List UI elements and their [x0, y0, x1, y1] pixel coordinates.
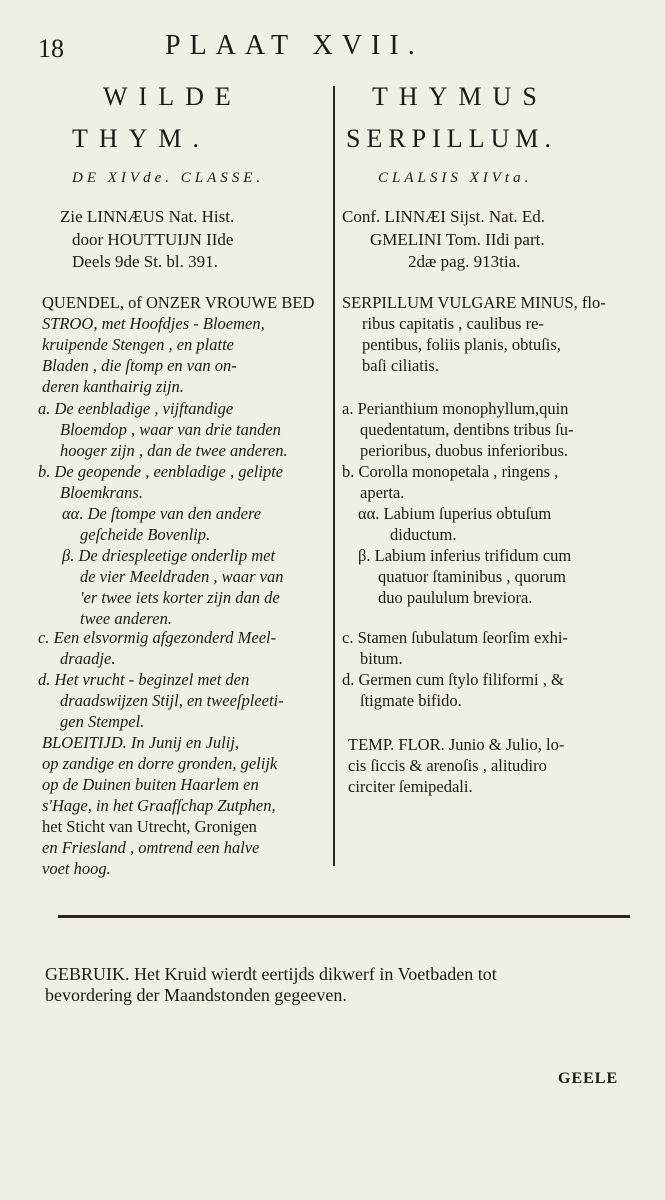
left-line: gen Stempel.	[60, 712, 145, 731]
right-line: ſtigmate bifido.	[360, 691, 462, 710]
left-ref-line3: Deels 9de St. bl. 391.	[72, 252, 218, 271]
left-line: de vier Meeldraden , waar van	[80, 567, 284, 586]
usage-line: bevordering der Maandstonden gegeeven.	[45, 985, 347, 1005]
catchword: GEELE	[558, 1070, 619, 1087]
right-title-line1: THYMUS	[372, 82, 548, 111]
left-line: Bloemdop , waar van drie tanden	[60, 420, 281, 439]
left-line: QUENDEL, of ONZER VROUWE BED	[42, 293, 315, 312]
section-rule	[58, 915, 630, 918]
usage-line: GEBRUIK. Het Kruid wierdt eertijds dikwerf in Voetbaden tot	[45, 964, 497, 984]
plate-title: PLAAT XVII.	[165, 30, 424, 61]
page-number: 18	[38, 34, 64, 63]
right-line: ribus capitatis , caulibus re-	[362, 314, 544, 333]
left-line: αα. De ſtompe van den andere	[62, 504, 262, 523]
right-line: SERPILLUM VULGARE MINUS, flo-	[342, 293, 606, 312]
left-line: deren kanthairig zijn.	[42, 377, 184, 396]
left-line: 'er twee iets korter zijn dan de	[80, 588, 280, 607]
left-ref-line2: door HOUTTUIJN IIde	[72, 230, 234, 249]
right-line: circiter ſemipedali.	[348, 777, 473, 796]
left-line: en Friesland , omtrend een halve	[42, 838, 260, 857]
right-ref-line1: Conf. LINNÆI Sijst. Nat. Ed.	[342, 207, 546, 226]
left-line: kruipende Stengen , en platte	[42, 335, 234, 354]
column-divider	[333, 86, 335, 866]
left-line: b. De geopende , eenbladige , gelipte	[38, 462, 284, 481]
left-line: draadswijzen Stijl, en tweeſpleeti-	[60, 691, 284, 710]
right-line: duo paululum breviora.	[378, 588, 533, 607]
left-line: twee anderen.	[80, 609, 172, 628]
right-line: αα. Labium ſuperius obtuſum	[358, 504, 552, 523]
right-line: bitum.	[360, 649, 403, 668]
right-line: aperta.	[360, 483, 405, 502]
left-line: geſcheide Bovenlip.	[80, 525, 211, 544]
left-title-line1: WILDE	[103, 82, 242, 111]
right-ref-line3: 2dæ pag. 913tia.	[408, 252, 521, 271]
left-line: draadje.	[60, 649, 116, 668]
left-line: STROO, met Hoofdjes - Bloemen,	[42, 314, 265, 333]
right-line: baſi ciliatis.	[362, 356, 439, 375]
right-line: perioribus, duobus inferioribus.	[360, 441, 569, 460]
right-line: b. Corolla monopetala , ringens ,	[342, 462, 559, 481]
right-line: TEMP. FLOR. Junio & Julio, lo-	[348, 735, 565, 754]
left-line: op zandige en dorre gronden, gelijk	[42, 754, 278, 773]
right-line: quedentatum, dentibns tribus ſu-	[360, 420, 574, 439]
right-line: d. Germen cum ſtylo filiformi , &	[342, 670, 564, 689]
left-line: a. De eenbladige , vijftandige	[38, 399, 234, 418]
right-class: CLALSIS XIVta.	[378, 170, 533, 186]
right-line: a. Perianthium monophyllum,quin	[342, 399, 569, 418]
left-line: c. Een elsvormig afgezonderd Meel-	[38, 628, 277, 647]
left-line: op de Duinen buiten Haarlem en	[42, 775, 259, 794]
right-line: c. Stamen ſubulatum ſeorſim exhi-	[342, 628, 568, 647]
right-line: pentibus, foliis planis, obtuſis,	[362, 335, 561, 354]
right-line: cis ſiccis & arenoſis , alitudiro	[348, 756, 547, 775]
right-line: diductum.	[390, 525, 457, 544]
left-line: Bladen , die ſtomp en van on-	[42, 356, 237, 375]
left-ref-line1: Zie LINNÆUS Nat. Hist.	[60, 207, 235, 226]
left-line: BLOEITIJD. In Junij en Julij,	[42, 733, 240, 752]
right-line: quatuor ſtaminibus , quorum	[378, 567, 566, 586]
left-line: hooger zijn , dan de twee anderen.	[60, 441, 288, 460]
left-line: voet hoog.	[42, 859, 111, 878]
left-line: β. De driespleetige onderlip met	[62, 546, 276, 565]
left-class: DE XIVde. CLASSE.	[72, 170, 265, 186]
right-title-line2: SERPILLUM.	[346, 124, 557, 153]
usage-note	[45, 964, 497, 1006]
left-title-line2: THYM.	[72, 124, 211, 153]
left-line: d. Het vrucht - beginzel met den	[38, 670, 250, 689]
left-line: Bloemkrans.	[60, 483, 143, 502]
right-ref-line2: GMELINI Tom. IIdi part.	[370, 230, 545, 249]
right-line: β. Labium inferius trifidum cum	[358, 546, 572, 565]
left-line: het Sticht van Utrecht, Gronigen	[42, 817, 257, 836]
left-line: s'Hage, in het Graafſchap Zutphen,	[42, 796, 276, 815]
